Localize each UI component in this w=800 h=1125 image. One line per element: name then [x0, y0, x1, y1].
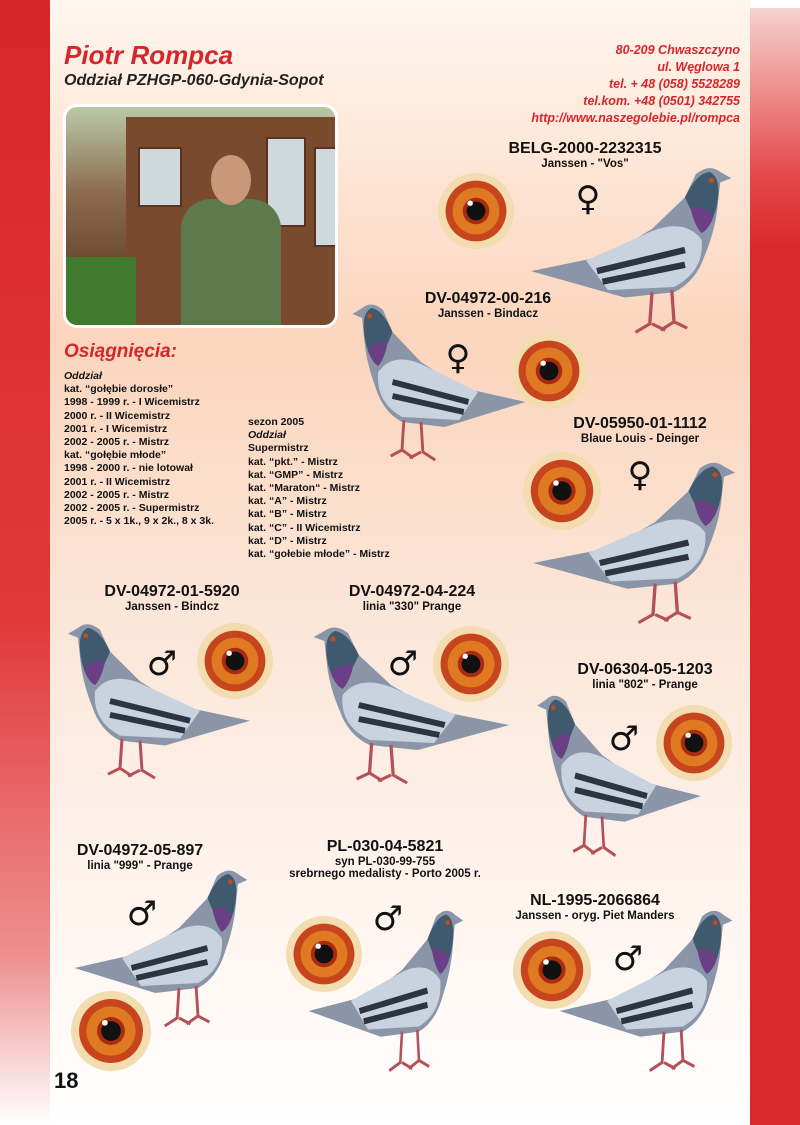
achievement-line: kat. “gołębie młode” [64, 449, 167, 462]
pigeon-image [530, 683, 710, 868]
contact-mobile: tel.kom. +48 (0501) 342755 [583, 94, 740, 108]
svg-text:♂: ♂ [387, 644, 419, 683]
bird-ring-number: DV-04972-04-224 [348, 583, 476, 600]
pigeon-image [550, 898, 740, 1083]
svg-text:♂: ♂ [372, 899, 404, 938]
svg-text:♀: ♀ [627, 455, 653, 494]
breeder-photo [63, 104, 338, 328]
contact-block [531, 42, 740, 127]
achievement-line: 2000 r. - II Wicemistrz [64, 409, 171, 422]
achievement-line: Oddział [64, 370, 102, 382]
achievement-line: Oddział [248, 429, 286, 442]
achievement-line: 2002 - 2005 r. - Mistrz [64, 436, 170, 449]
svg-text:♂: ♂ [126, 894, 158, 933]
photo-window [314, 147, 338, 247]
achievement-line: 1998 - 2000 r. - nie lotował [64, 462, 193, 475]
bird-lineage: linia "999" - Prange [87, 860, 193, 872]
bird-lineage: Blaue Louis - Deinger [580, 433, 700, 445]
bird-ring-number: DV-04972-05-897 [76, 842, 204, 859]
photo-person-body [181, 199, 281, 328]
bird-lineage-note: srebrnego medalisty - Porto 2005 r. [289, 868, 481, 880]
bird-lineage: Janssen - Bindacz [437, 308, 539, 320]
pigeon-image [520, 155, 740, 345]
bird-8-caption [270, 838, 500, 880]
page-number: 18 [54, 1068, 79, 1093]
pigeon-image [305, 615, 520, 795]
photo-window [138, 147, 182, 207]
pigeon-image [60, 612, 260, 790]
achievement-line: kat. “pkt.” - Mistrz [248, 455, 338, 468]
bird-lineage: linia "802" - Prange [592, 679, 698, 691]
bird-ring-number: BELG-2000-2232315 [508, 140, 662, 157]
pigeon-image [300, 898, 470, 1083]
bird-lineage: syn PL-030-99-755 [334, 856, 436, 868]
achievement-line: kat. “C” - II Wicemistrz [248, 521, 361, 534]
right-band-gradient [748, 8, 800, 248]
achievement-line: 1998 - 1999 r. - I Wicemistrz [64, 396, 200, 409]
svg-text:♀: ♀ [575, 179, 601, 218]
pigeon-eye-icon [437, 172, 515, 250]
pigeon-image [65, 858, 255, 1038]
achievement-line: 2005 r. - 5 x 1k., 9 x 2k., 8 x 3k. [64, 515, 215, 528]
achievement-line: 2001 r. - II Wicemistrz [64, 475, 171, 488]
achievement-line: kat. “Maraton“ - Mistrz [248, 482, 361, 495]
photo-lawn [66, 257, 136, 328]
achievement-line: kat. “GMP” - Mistrz [248, 468, 344, 481]
achievements-title: Osiągnięcia: [64, 341, 177, 362]
achievement-line: kat. “gołebie młode” - Mistrz [248, 548, 390, 561]
breeder-name: Piotr Rompca [64, 40, 234, 70]
svg-text:♂: ♂ [612, 939, 644, 978]
bird-ring-number: NL-1995-2066864 [530, 892, 660, 909]
pigeon-image [522, 450, 744, 635]
contact-street: ul. Węglowa 1 [657, 60, 740, 74]
svg-text:♂: ♂ [608, 719, 640, 758]
achievement-line: kat. “A” - Mistrz [248, 495, 327, 508]
bird-lineage: linia "330" Prange [362, 601, 462, 613]
achievement-line: 2002 - 2005 r. - Mistrz [64, 488, 170, 501]
bird-lineage: Janssen - oryg. Piet Manders [515, 910, 675, 922]
bird-5-caption [312, 583, 512, 613]
achievement-line: Supermistrz [248, 442, 309, 455]
pigeon-image [345, 292, 535, 472]
bird-4-caption [72, 583, 272, 613]
achievement-line: kat. “gołębie dorosłe” [64, 383, 174, 396]
bird-lineage: Janssen - "Vos" [541, 158, 629, 170]
achievement-line: 2002 - 2005 r. - Supermistrz [64, 502, 200, 515]
achievement-line: kat. “D” - Mistrz [248, 534, 327, 547]
achievement-line: 2001 r. - I Wicemistrz [64, 422, 168, 435]
bird-ring-number: DV-06304-05-1203 [577, 661, 713, 678]
bird-3-caption [540, 415, 740, 445]
bird-lineage: Janssen - Bindcz [125, 601, 219, 613]
svg-text:♂: ♂ [146, 644, 178, 683]
bird-ring-number: PL-030-04-5821 [326, 838, 444, 855]
achievement-line: kat. “B” - Mistrz [248, 508, 327, 521]
svg-text:♀: ♀ [445, 338, 471, 377]
photo-person-head [211, 155, 251, 205]
achievements-column-1 [64, 370, 244, 528]
bird-ring-number: DV-05950-01-1112 [573, 415, 707, 432]
contact-website-link[interactable]: http://www.naszegolebie.pl/rompca [531, 111, 740, 125]
bird-ring-number: DV-04972-01-5920 [104, 583, 240, 600]
contact-postcode: 80-209 Chwaszczyno [615, 43, 740, 57]
bird-ring-number: DV-04972-00-216 [424, 290, 552, 307]
contact-phone: tel. + 48 (058) 5528289 [609, 77, 740, 91]
achievement-line: sezon 2005 [248, 416, 305, 428]
branch-name: Oddział PZHGP-060-Gdynia-Sopot [64, 72, 324, 89]
